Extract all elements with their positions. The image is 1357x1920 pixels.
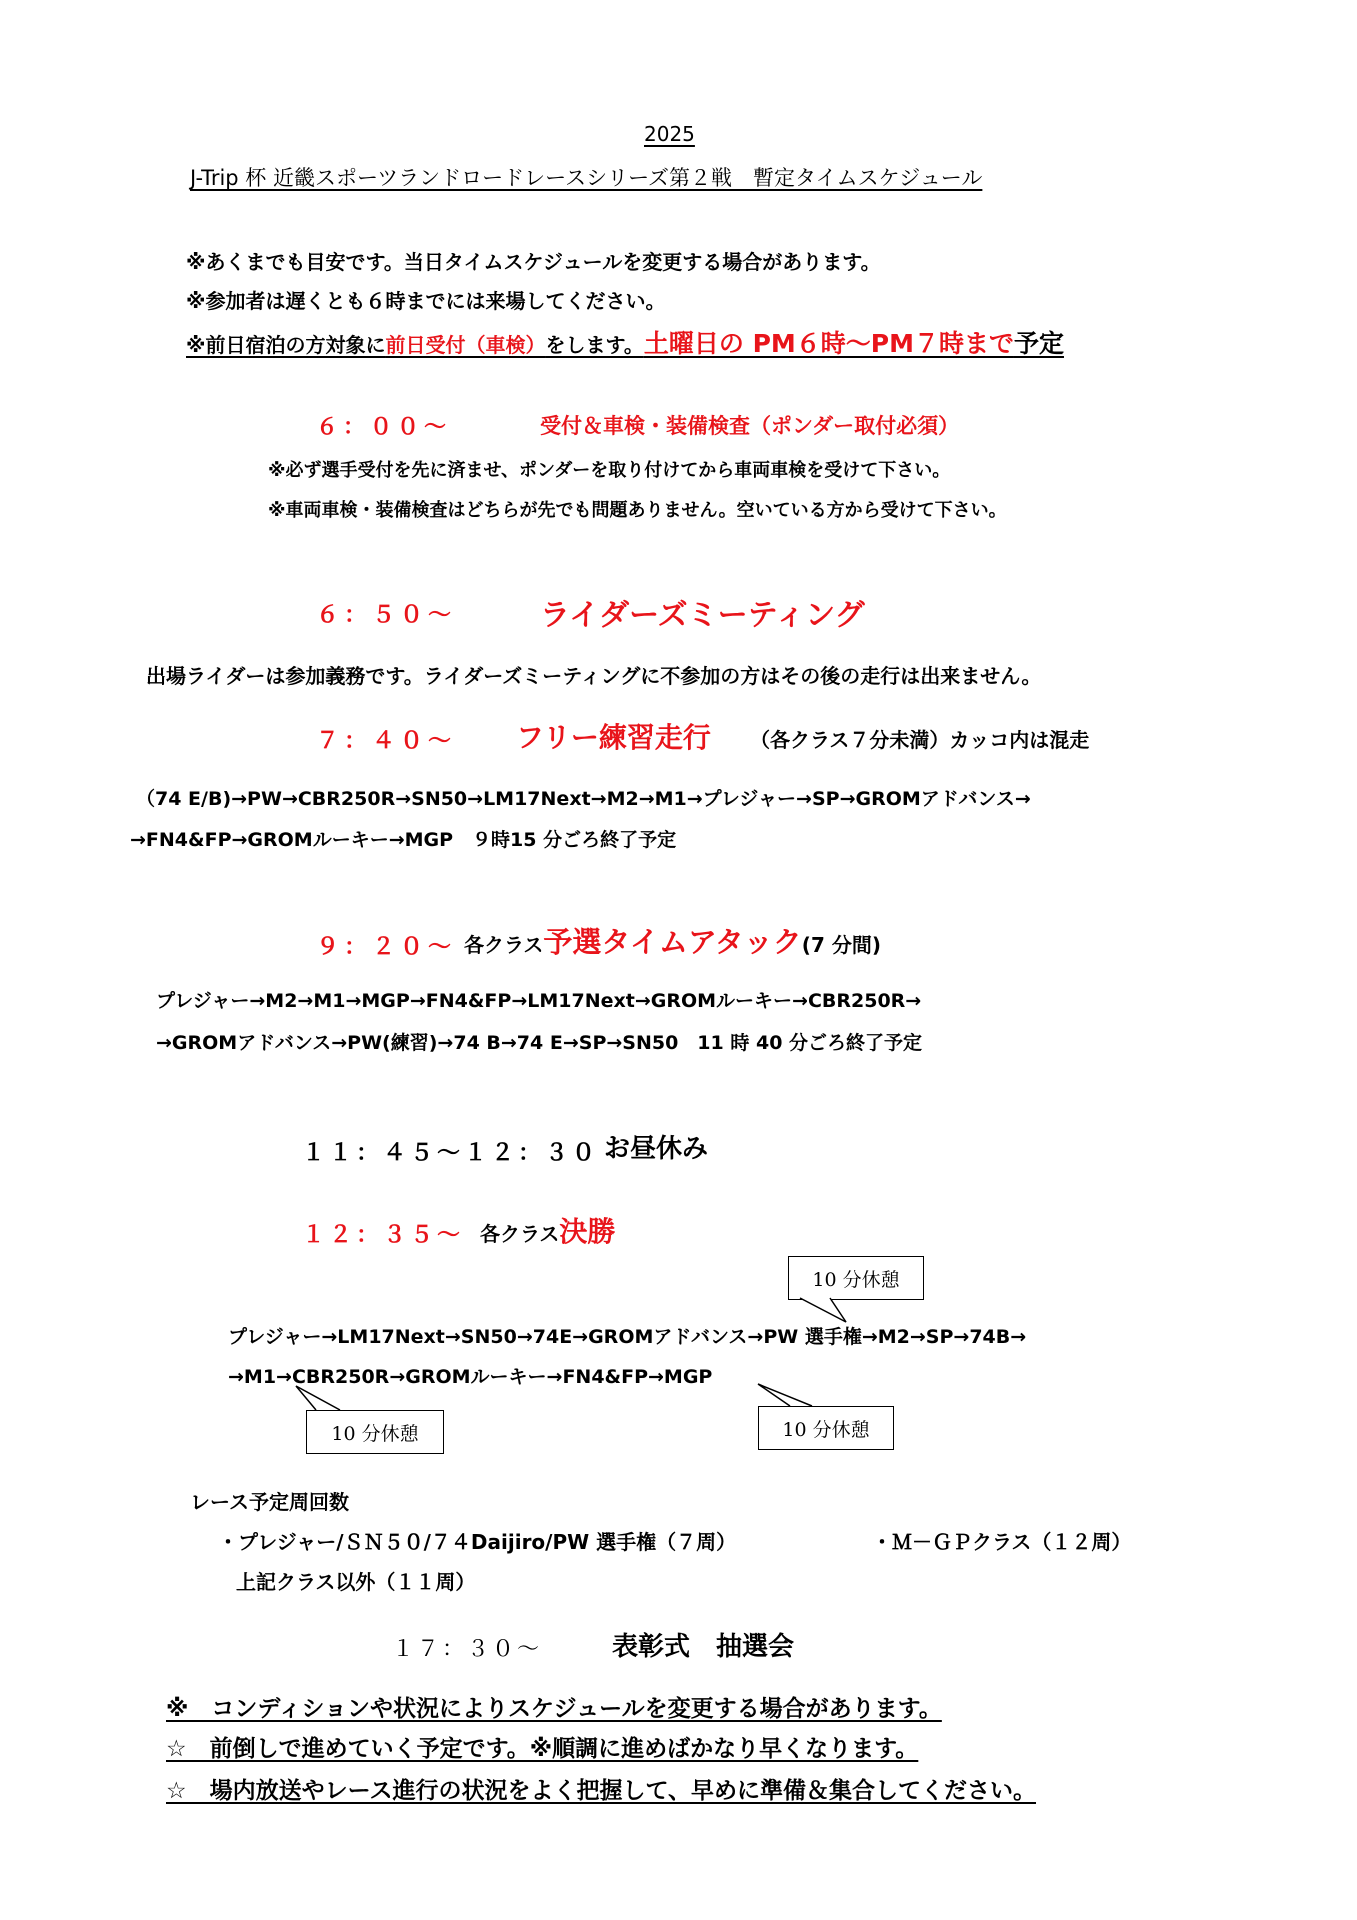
break-callout-3-label: 10 分休憩 (782, 1418, 870, 1441)
laps-line-1b: ・Ｍ－ＧＰクラス（１２周） (872, 1530, 1132, 1554)
footer-line-2: ☆ 前倒しで進めていく予定です。※順調に進めばかなり早くなります。 (166, 1736, 919, 1762)
order-1235-2: →M1→CBR250R→GROMルーキー→FN4&FP→MGP (228, 1366, 713, 1388)
subtitle-740: （各クラス７分未満）カッコ内は混走 (750, 728, 1090, 752)
note-600-1: ※必ず選手受付を先に済ませ、ポンダーを取り付けてから車両車検を受けて下さい。 (268, 460, 951, 481)
order-920-2: →GROMアドバンス→PW(練習)→74 B→74 E→SP→SN50 11 時 40 分ごろ終了予定 (156, 1032, 923, 1054)
title-1235: 決勝 (559, 1215, 616, 1248)
note-line-2: ※参加者は遅くとも６時までには来場してください。 (186, 289, 666, 313)
note-line-3-a: ※前日宿泊の方対象に (186, 333, 386, 357)
title-650: ライダーズミーティング (540, 598, 865, 633)
title-920: 予選タイムアタック (543, 925, 802, 959)
suffix-920: (7 分間) (801, 933, 881, 957)
page-title: J-Trip 杯 近畿スポーツランドロードレースシリーズ第２戦 暫定タイムスケジュール (190, 166, 983, 190)
title-ceremony: 表彰式 抽選会 (612, 1632, 795, 1662)
laps-line-1: ・プレジャー/ＳＮ５０/７４Daijiro/PW 選手権（７周） (218, 1530, 737, 1554)
order-920-1: プレジャー→M2→M1→MGP→FN4&FP→LM17Next→GROMルーキー→CBR250R→ (156, 990, 922, 1012)
prefix-920-label: 各クラス (464, 933, 544, 957)
break-callout-1-label: 10 分休憩 (812, 1268, 900, 1291)
note-600-2: ※車両車検・装備検査はどちらが先でも問題ありません。空いている方から受けて下さい。 (268, 500, 1007, 521)
footer-line-1: ※ コンディションや状況によりスケジュールを変更する場合があります。 (166, 1696, 942, 1722)
break-callout-2-label: 10 分休憩 (331, 1422, 419, 1445)
time-lunch: １１：４５～１２：３０ (302, 1140, 599, 1166)
note-line-1: ※あくまでも目安です。当日タイムスケジュールを変更する場合があります。 (186, 250, 881, 274)
title-600: 受付＆車検・装備検査（ポンダー取付必須） (540, 414, 960, 438)
time-600: ６：００～ (316, 415, 452, 440)
order-740-1: （74 E/B)→PW→CBR250R→SN50→LM17Next→M2→M1→プレジャー→SP→GROMアドバンス→ (136, 788, 1031, 810)
time-ceremony: １７：３０～ (392, 1637, 543, 1662)
time-650: ６：５０～ (316, 602, 456, 628)
time-1235: １２：３５～ (302, 1222, 464, 1248)
year: 2025 (644, 122, 695, 146)
laps-line-2: 上記クラス以外（１１周） (236, 1570, 476, 1594)
laps-heading: レース予定周回数 (190, 1490, 349, 1514)
prefix-1235-label: 各クラス (480, 1222, 560, 1246)
time-740: ７：４０～ (316, 728, 456, 754)
order-740-2: →FN4&FP→GROMルーキー→MGP ９時15 分ごろ終了予定 (130, 829, 677, 851)
footer-line-3: ☆ 場内放送やレース進行の状況をよく把握して、早めに準備＆集合してください。 (166, 1778, 1037, 1804)
time-920: ９：２０～ (316, 934, 456, 960)
note-line-3-c: をします。 (545, 333, 644, 357)
order-1235-1: プレジャー→LM17Next→SN50→74E→GROMアドバンス→PW 選手権→M2→SP→74B→ (228, 1326, 1027, 1348)
note-line-3-d: 土曜日の PM６時～PM７時まで (643, 329, 1014, 358)
title-lunch: お昼休み (604, 1134, 709, 1164)
note-line-3-e: 予定 (1013, 329, 1064, 358)
title-740: フリー練習走行 (516, 721, 711, 754)
note-line-3-b: 前日受付（車検） (385, 333, 546, 357)
note-650: 出場ライダーは参加義務です。ライダーズミーティングに不参加の方はその後の走行は出来ません。 (146, 664, 1042, 688)
